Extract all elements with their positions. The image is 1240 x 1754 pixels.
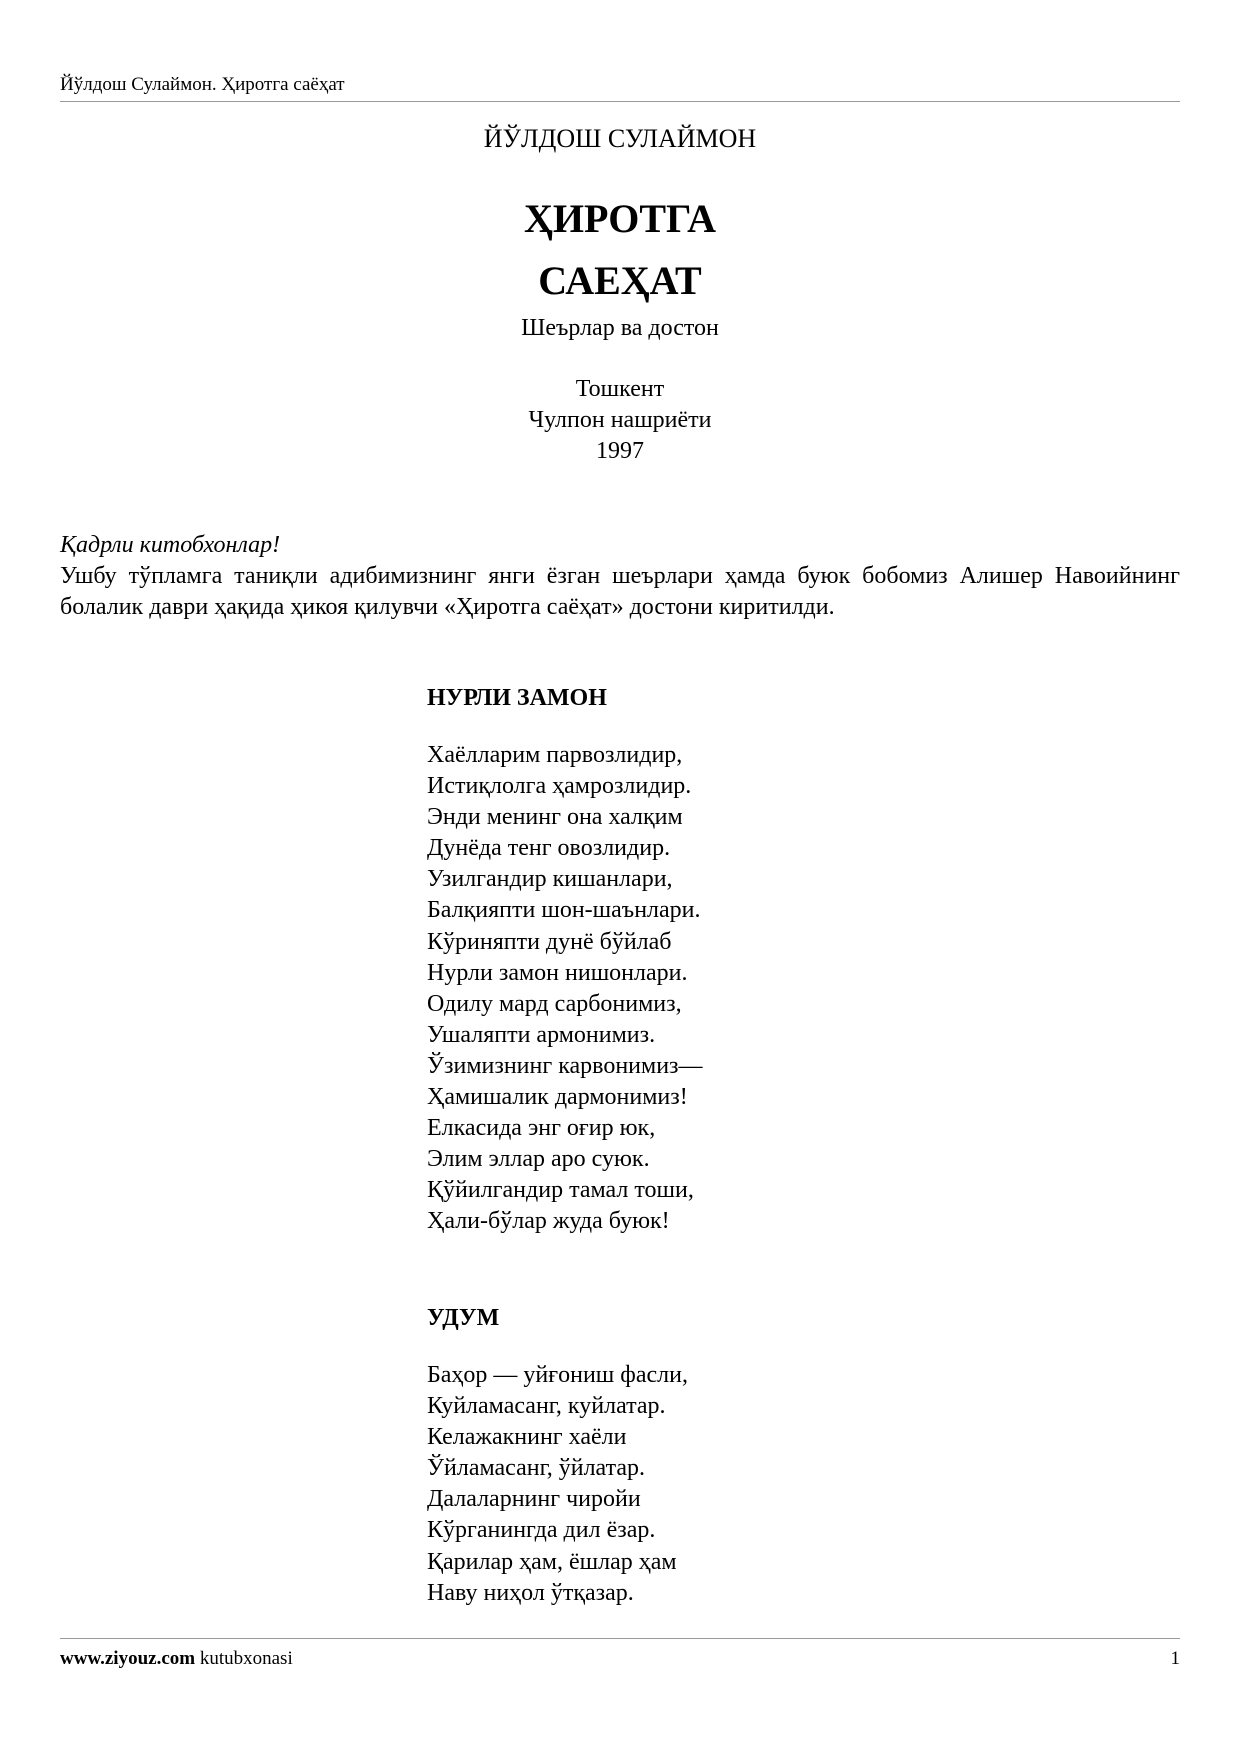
poem-line: Одилу мард сарбонимиз, — [427, 990, 682, 1017]
poem-line: Узилгандир кишанлари, — [427, 866, 673, 893]
footer-library: kutubxonasi — [195, 1648, 293, 1669]
poem-line: Кўрганингда дил ёзар. — [427, 1517, 656, 1544]
intro-section — [60, 530, 1180, 623]
poem-title: УДУМ — [427, 1305, 500, 1331]
imprint — [0, 374, 1240, 467]
header-divider — [60, 101, 1180, 102]
poem-line: Кўриняпти дунё бўйлаб — [427, 928, 672, 955]
poem-line: Ўйламасанг, ўйлатар. — [427, 1455, 646, 1482]
imprint-city: Тошкент — [575, 376, 665, 402]
poem-line: Келажакнинг хаёли — [427, 1424, 627, 1451]
poem-line: Нурли замон нишонлари. — [427, 959, 688, 986]
book-title — [0, 188, 1240, 312]
poem-title: НУРЛИ ЗАМОН — [427, 685, 607, 711]
poem-line: Дунёда тенг овозлидир. — [427, 835, 671, 862]
imprint-publisher: Чулпон нашриёти — [528, 407, 712, 433]
book-subtitle: Шеърлар ва достон — [521, 315, 719, 341]
footer-divider — [60, 1638, 1180, 1639]
intro-text: Ушбу тўпламга таниқли адибимизнинг янги ёзган шеърлари ҳамда буюк бобомиз Алишер Навоийнинг болалик даври ҳақида ҳикоя қилувчи «Ҳиротга саёҳат» достони киритилди. — [60, 563, 1180, 620]
running-header-title: Йўлдош Сулаймон. Ҳиротга саёҳат — [60, 74, 345, 95]
poem-line: Далаларнинг чиройи — [427, 1486, 641, 1513]
poem-line: Ҳамишалик дармонимиз! — [427, 1084, 688, 1111]
poem-line: Ушаляпти армонимиз. — [427, 1021, 656, 1048]
intro-greeting: Қадрли китобхонлар! — [60, 532, 281, 558]
poem-line: Хаёлларим парвозлидир, — [427, 742, 683, 768]
imprint-year: 1997 — [596, 438, 644, 464]
poem-udum — [427, 1303, 1027, 1609]
footer — [60, 1648, 293, 1670]
poem-nurli-zamon — [427, 683, 1027, 1238]
poem-line: Ҳали-бўлар жуда буюк! — [427, 1208, 670, 1235]
poem-line: Наву ниҳол ўтқазар. — [427, 1579, 634, 1606]
poem-line: Ўзимизнинг карвонимиз— — [427, 1052, 703, 1079]
poem-line: Қарилар ҳам, ёшлар ҳам — [427, 1548, 677, 1575]
footer-site: www.ziyouz.com — [60, 1648, 196, 1669]
poem-line: Энди менинг она халқим — [427, 804, 683, 831]
poem-line: Қўйилгандир тамал тоши, — [427, 1177, 694, 1204]
page-number: 1 — [1170, 1648, 1180, 1669]
poem-line: Балқияпти шон-шаънлари. — [427, 897, 701, 924]
poem-line: Элим эллар аро суюк. — [427, 1146, 650, 1173]
poem-line: Истиқлолга ҳамрозлидир. — [427, 773, 692, 800]
poem-line: Елкасида энг оғир юк, — [427, 1115, 656, 1142]
book-title-line-2: САЕҲАТ — [538, 258, 702, 303]
book-author: ЙЎЛДОШ СУЛАЙМОН — [483, 124, 757, 153]
book-title-line-1: ҲИРОТГА — [524, 196, 716, 241]
poem-line: Куйламасанг, куйлатар. — [427, 1393, 666, 1420]
poem-line: Баҳор — уйғониш фасли, — [427, 1362, 688, 1388]
